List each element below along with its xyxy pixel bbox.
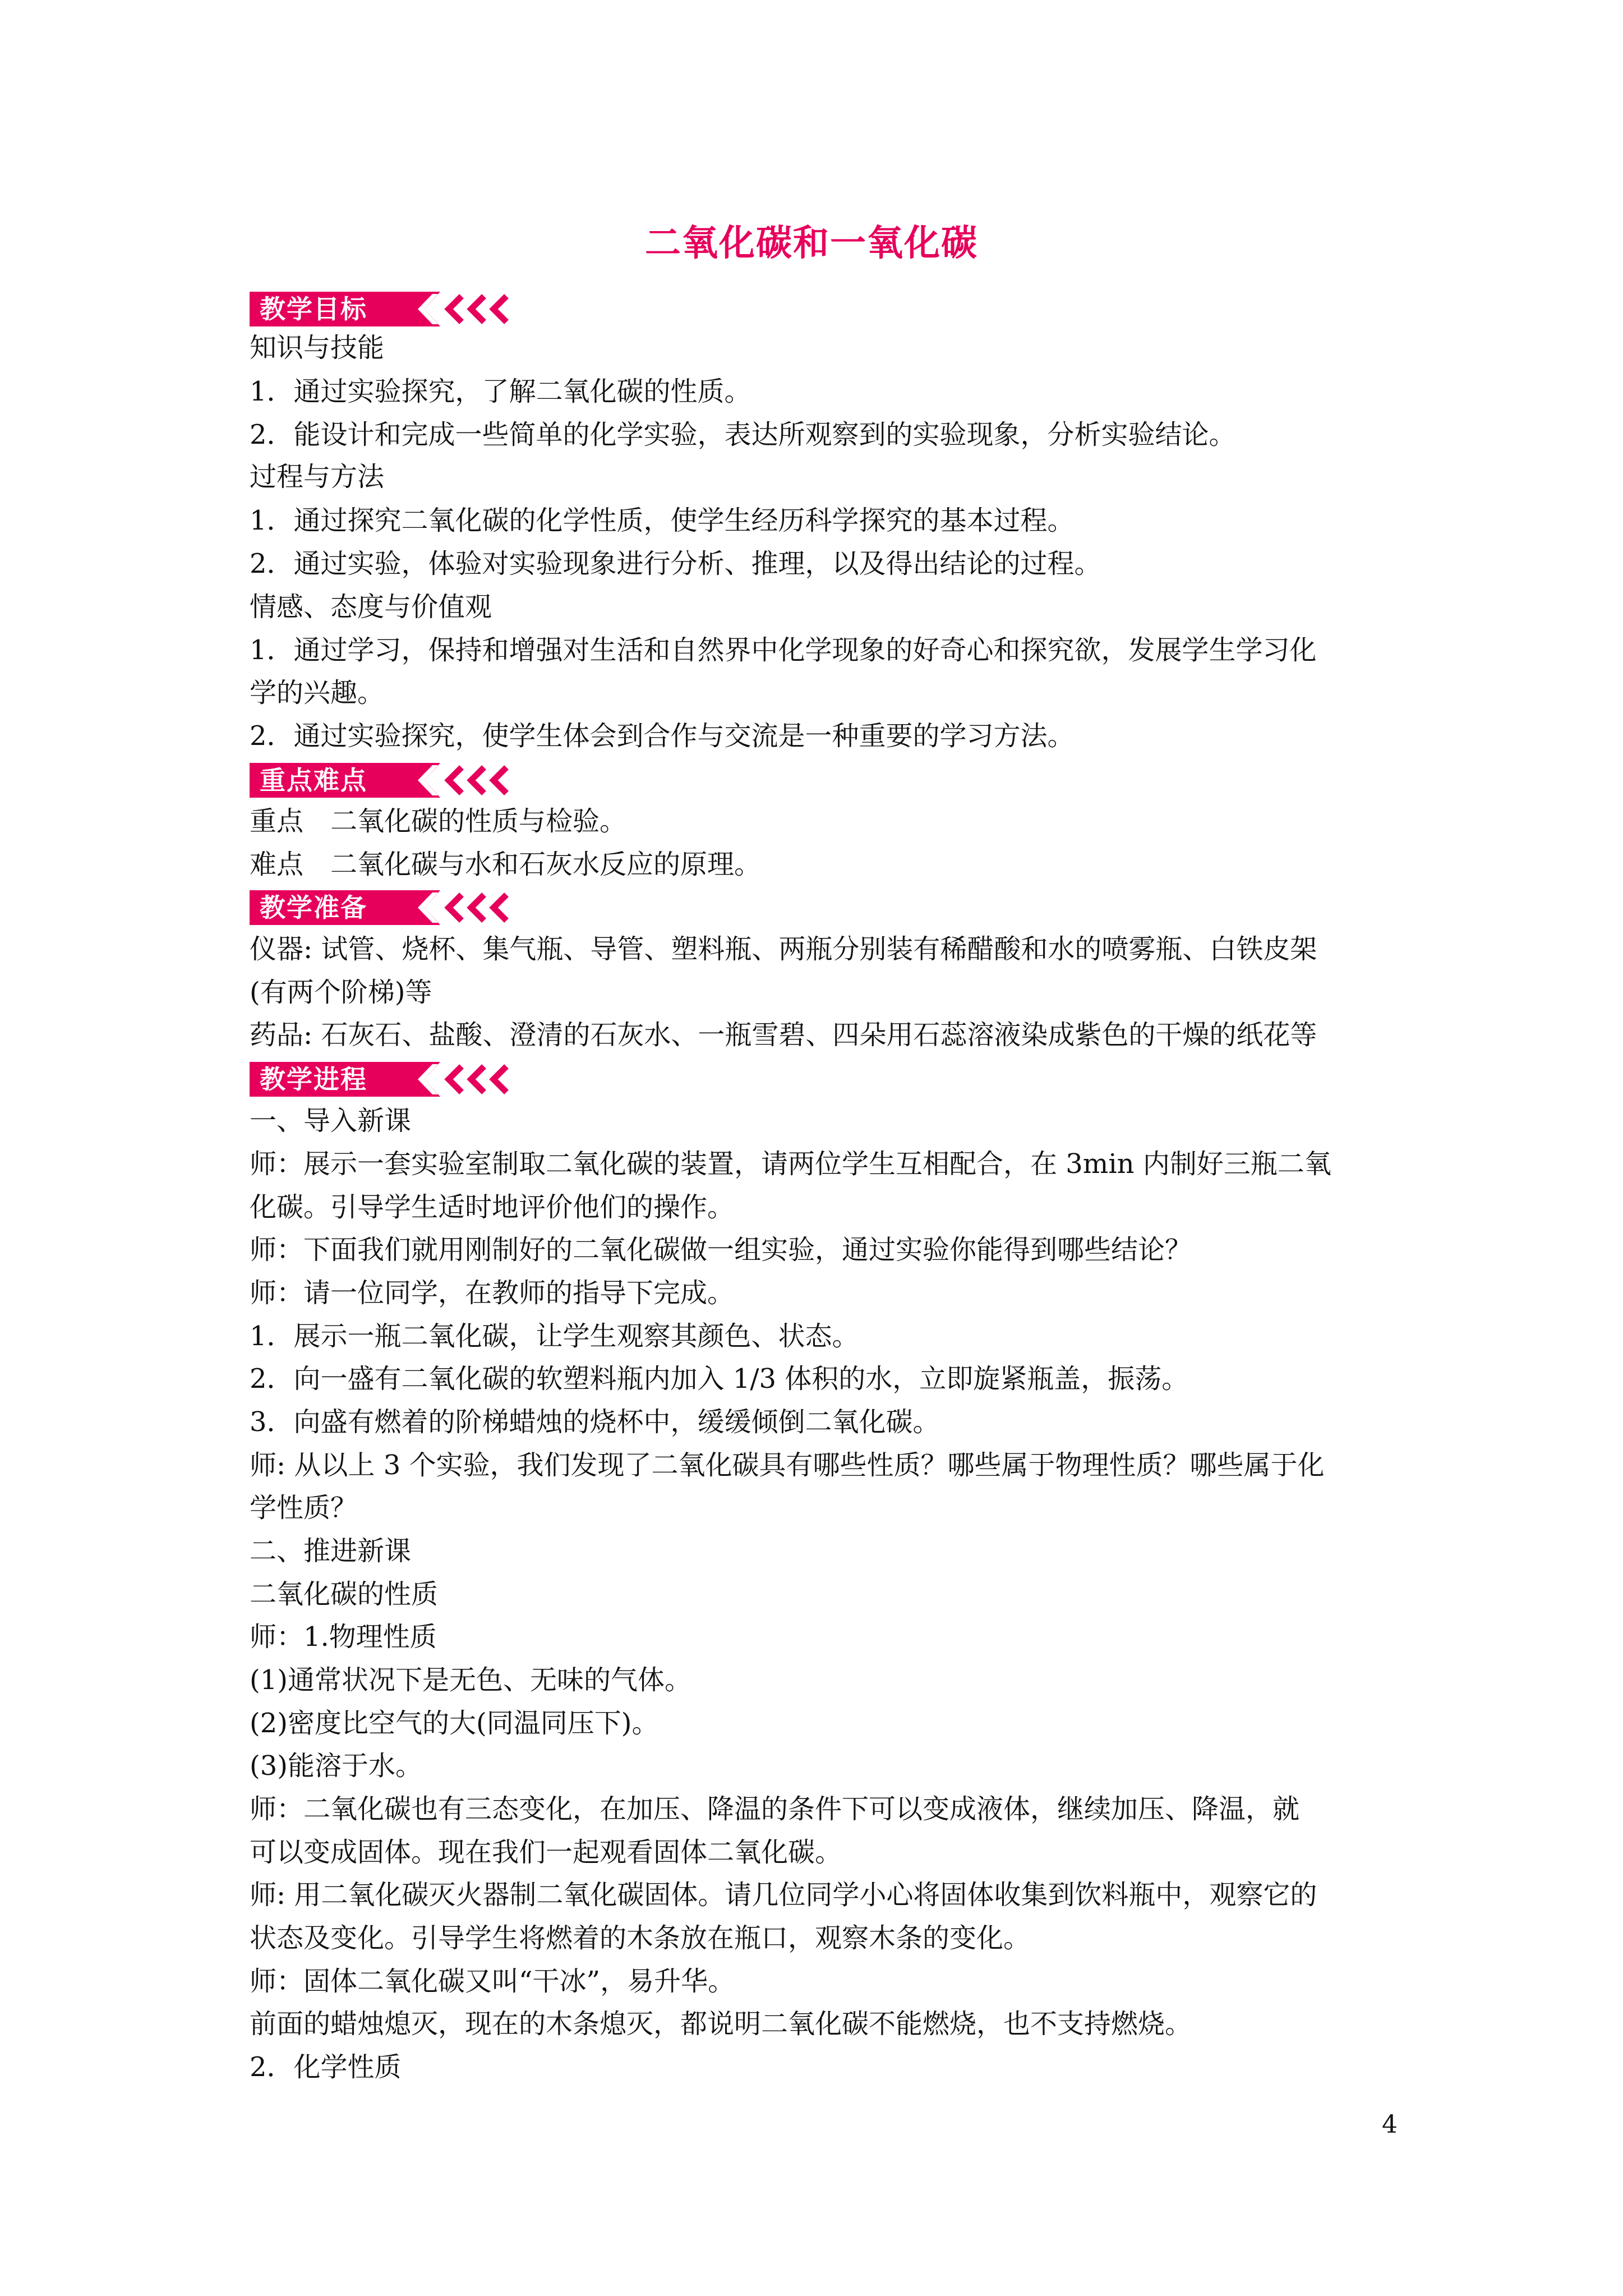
text-line: 过程与方法 bbox=[250, 461, 385, 493]
text-line: 2．向一盛有二氧化碳的软塑料瓶内加入 1/3 体积的水，立即旋紧瓶盖，振荡。 bbox=[250, 1363, 1189, 1395]
text-line: 学的兴趣。 bbox=[250, 677, 385, 708]
text-line: 难点 二氧化碳与水和石灰水反应的原理。 bbox=[250, 849, 762, 880]
section-label: 教学准备 bbox=[260, 892, 367, 923]
text-line: 师：请一位同学，在教师的指导下完成。 bbox=[250, 1277, 735, 1309]
text-line: 二氧化碳的性质 bbox=[250, 1579, 439, 1610]
text-line: 前面的蜡烛熄灭，现在的木条熄灭，都说明二氧化碳不能燃烧，也不支持燃烧。 bbox=[250, 2008, 1192, 2040]
text-line: 药品: 石灰石、盐酸、澄清的石灰水、一瓶雪碧、四朵用石蕊溶液染成紫色的干燥的纸花等 bbox=[250, 1019, 1317, 1051]
text-line: (3)能溶于水。 bbox=[250, 1750, 422, 1782]
section-label: 教学目标 bbox=[260, 294, 367, 324]
text-line: 师：1.物理性质 bbox=[250, 1621, 437, 1653]
document-title: 二氧化碳和一氧化碳 bbox=[645, 222, 978, 264]
text-line: 师：下面我们就用刚制好的二氧化碳做一组实验，通过实验你能得到哪些结论？ bbox=[250, 1234, 1192, 1266]
section-label: 重点难点 bbox=[260, 765, 367, 795]
section-banner-key-points bbox=[250, 763, 527, 798]
text-line: 师: 从以上 3 个实验，我们发现了二氧化碳具有哪些性质？哪些属于物理性质？哪些属于化 bbox=[250, 1450, 1325, 1481]
text-line: 师: 用二氧化碳灭火器制二氧化碳固体。请几位同学小心将固体收集到饮料瓶中，观察它的 bbox=[250, 1879, 1317, 1911]
section-banner-process bbox=[250, 1062, 527, 1097]
text-line: (1)通常状况下是无色、无味的气体。 bbox=[250, 1664, 691, 1696]
text-line: 仪器: 试管、烧杯、集气瓶、导管、塑料瓶、两瓶分别装有稀醋酸和水的喷雾瓶、白铁皮架 bbox=[250, 933, 1317, 965]
text-line: 师：二氧化碳也有三态变化，在加压、降温的条件下可以变成液体，继续加压、降温，就 bbox=[250, 1793, 1300, 1825]
text-line: 师：展示一套实验室制取二氧化碳的装置，请两位学生互相配合，在 3min 内制好三瓶二氧 bbox=[250, 1148, 1331, 1180]
text-line: 1．展示一瓶二氧化碳，让学生观察其颜色、状态。 bbox=[250, 1320, 859, 1352]
text-line: 1．通过实验探究，了解二氧化碳的性质。 bbox=[250, 376, 751, 407]
page-number: 4 bbox=[1382, 2110, 1398, 2139]
section-banner-preparation bbox=[250, 890, 527, 925]
text-line: 化碳。引导学生适时地评价他们的操作。 bbox=[250, 1191, 735, 1223]
text-line: 一、导入新课 bbox=[250, 1105, 412, 1137]
text-line: 二、推进新课 bbox=[250, 1535, 412, 1567]
text-line: 2．化学性质 bbox=[250, 2051, 402, 2083]
text-line: 情感、态度与价值观 bbox=[250, 591, 492, 623]
text-line: (有两个阶梯)等 bbox=[250, 977, 432, 1008]
text-line: 可以变成固体。现在我们一起观看固体二氧化碳。 bbox=[250, 1837, 842, 1868]
text-line: 1．通过学习，保持和增强对生活和自然界中化学现象的好奇心和探究欲，发展学生学习化 bbox=[250, 634, 1317, 666]
text-line: (2)密度比空气的大(同温同压下)。 bbox=[250, 1708, 659, 1739]
text-line: 2．能设计和完成一些简单的化学实验，表达所观察到的实验现象，分析实验结论。 bbox=[250, 419, 1236, 450]
text-line: 知识与技能 bbox=[250, 332, 385, 364]
text-line: 状态及变化。引导学生将燃着的木条放在瓶口，观察木条的变化。 bbox=[250, 1922, 1031, 1954]
section-banner-objectives bbox=[250, 292, 527, 326]
text-line: 1．通过探究二氧化碳的化学性质，使学生经历科学探究的基本过程。 bbox=[250, 505, 1075, 536]
text-line: 重点 二氧化碳的性质与检验。 bbox=[250, 806, 627, 837]
text-line: 2．通过实验探究，使学生体会到合作与交流是一种重要的学习方法。 bbox=[250, 720, 1075, 752]
text-line: 2．通过实验，体验对实验现象进行分析、推理，以及得出结论的过程。 bbox=[250, 548, 1101, 579]
section-label: 教学进程 bbox=[260, 1064, 367, 1094]
text-line: 师：固体二氧化碳又叫“干冰”，易升华。 bbox=[250, 1966, 735, 1997]
text-line: 3．向盛有燃着的阶梯蜡烛的烧杯中，缓缓倾倒二氧化碳。 bbox=[250, 1406, 940, 1438]
text-line: 学性质？ bbox=[250, 1492, 358, 1524]
